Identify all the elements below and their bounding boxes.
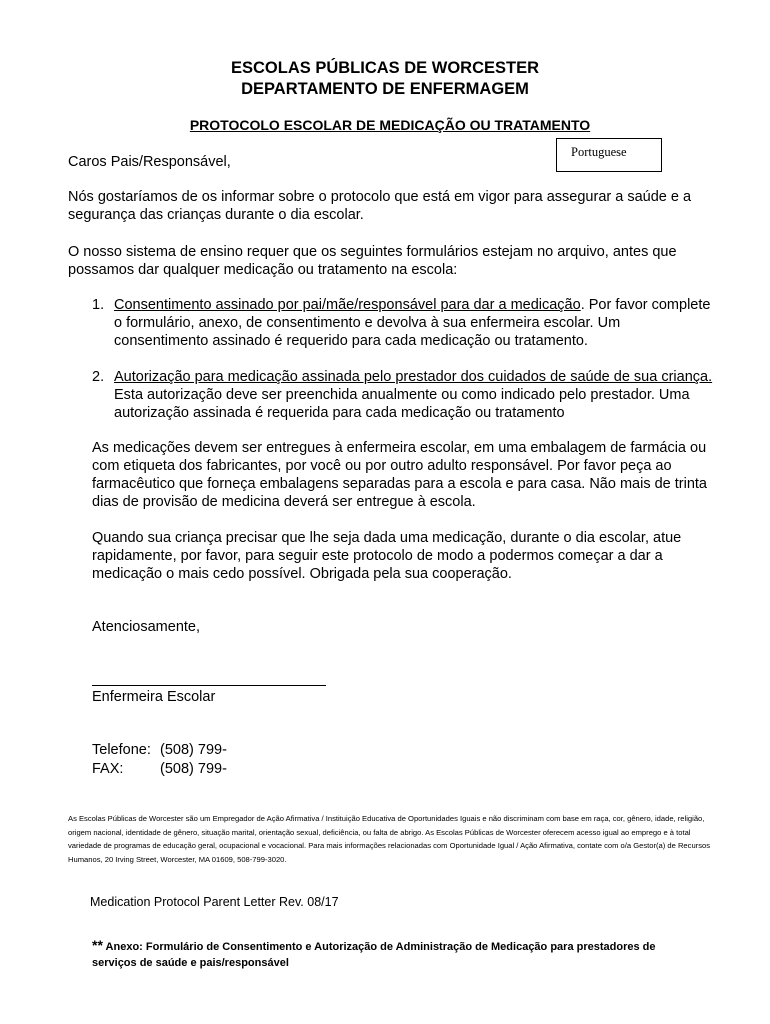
language-label-box: Portuguese bbox=[556, 138, 662, 172]
closing: Atenciosamente, bbox=[92, 619, 201, 635]
signature-title: Enfermeira Escolar bbox=[92, 689, 216, 705]
greeting: Caros Pais/Responsável, bbox=[68, 154, 231, 170]
annex-text: Anexo: Formulário de Consentimento e Autorização de Administração de Medicação para prestadores de serviços de saúde e pais/responsável bbox=[92, 941, 656, 969]
phone-label: Telefone: bbox=[92, 742, 151, 758]
list-item bbox=[114, 368, 714, 422]
list-item-text: . Por favor complete o formulário, anexo, de consentimento e devolva à sua enfermeira escolar. Um consentimento assinado é requerido para cada medicação ou tratamento. bbox=[114, 297, 711, 349]
signature-line bbox=[92, 685, 326, 686]
protocol-title: PROTOCOLO ESCOLAR DE MEDICAÇÃO OU TRATAMENTO bbox=[189, 117, 591, 133]
revision-label: Medication Protocol Parent Letter Rev. 08/17 bbox=[90, 895, 339, 909]
legal-disclaimer: As Escolas Públicas de Worcester são um Empregador de Ação Afirmativa / Instituição Educativa de Oportunidades Iguais e não discriminam com base em raça, cor, gênero, idade, religião, origem nacional, identidade de gênero, situação marital, orientação sexual, deficiência, ou falta de abrigo. As Escolas Públicas de Worcester oferecem acesso igual ao emprego e à total variedade de programas de educação geral, ocupacional e vocacional. Para mais informações relacionadas com Oportunidade Igual / Ação Afirmativa, contate com o/a Gestor(a) de Recursos Humanos, 20 Irving Street, Worcester, MA 01609, 508-799-3020. bbox=[68, 814, 711, 864]
fax-line bbox=[92, 760, 227, 778]
list-item-number: 1. bbox=[92, 297, 105, 313]
annex-stars: ** bbox=[92, 937, 103, 953]
phone-value: (508) 799- bbox=[160, 742, 227, 758]
list-item-text: Esta autorização deve ser preenchida anualmente ou como indicado pelo prestador. Uma autorização assinada é requerida para cada medicação ou tratamento bbox=[114, 387, 690, 421]
list-item-underlined: Consentimento assinado por pai/mãe/responsável para dar a medicação bbox=[114, 297, 581, 313]
phone-line bbox=[92, 741, 227, 759]
action-paragraph: Quando sua criança precisar que lhe seja dada uma medicação, durante o dia escolar, atue rapidamente, por favor, para seguir este protocolo de modo a podermos começar a dar a medicação o mais cedo possível. Obrigada pela sua cooperação. bbox=[92, 530, 682, 582]
school-name-heading: ESCOLAS PÚBLICAS DE WORCESTER bbox=[230, 59, 540, 77]
list-item-underlined: Autorização para medicação assinada pelo prestador dos cuidados de saúde de sua criança. bbox=[114, 369, 713, 385]
annex-note bbox=[92, 937, 692, 971]
fax-label: FAX: bbox=[92, 761, 124, 777]
intro-paragraph: Nós gostaríamos de os informar sobre o protocolo que está em vigor para assegurar a saúde e a segurança das crianças durante o dia escolar. bbox=[68, 189, 692, 223]
list-item-number: 2. bbox=[92, 369, 105, 385]
requirements-paragraph: O nosso sistema de ensino requer que os seguintes formulários estejam no arquivo, antes que possamos dar qualquer medicação ou tratamento na escola: bbox=[68, 244, 677, 278]
fax-value: (508) 799- bbox=[160, 761, 227, 777]
list-item bbox=[114, 296, 714, 350]
medication-delivery-paragraph: As medicações devem ser entregues à enfermeira escolar, em uma embalagem de farmácia ou com etiqueta dos fabricantes, por você ou por outro adulto responsável. Por favor peça ao farmacêutico que forneça embalagens separadas para a escola e para casa. Não mais de trinta dias de provisão de medicina deverá ser entregue à escola. bbox=[92, 440, 707, 510]
department-heading: DEPARTAMENTO DE ENFERMAGEM bbox=[241, 80, 529, 98]
